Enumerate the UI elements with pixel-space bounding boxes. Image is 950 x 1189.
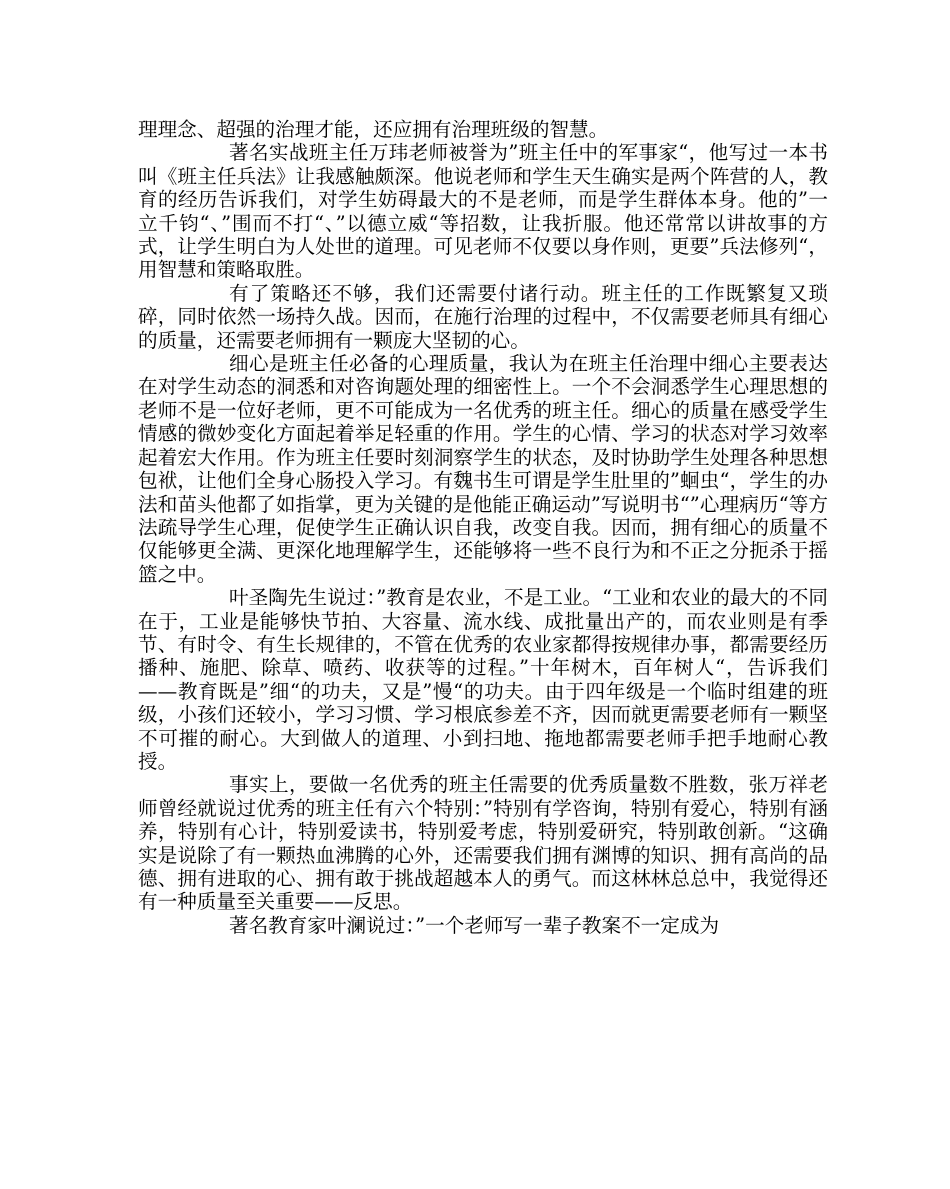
paragraph-6: 事实上，要做一名优秀的班主任需要的优秀质量数不胜数，张万祥老师曾经就说过优秀的班主任有六个特别：”特别有学咨询，特别有爱心，特别有涵养，特别有心计，特别爱读书，特别爱考虑，特别爱研究，特别敢创新。“这确实是说除了有一颗热血沸腾的心外，还需要我们拥有渊博的知识、拥有高尚的品德、拥有进取的心、拥有敢于挑战超越本人的勇气。而这林林总总中，我觉得还有一种质量至关重要——反思。 bbox=[138, 773, 828, 914]
document-body bbox=[138, 118, 828, 937]
paragraph-3: 有了策略还不够，我们还需要付诸行动。班主任的工作既繁复又琐碎，同时依然一场持久战。因而，在施行治理的过程中，不仅需要老师具有细心的质量，还需要老师拥有一颗庞大坚韧的心。 bbox=[138, 281, 828, 352]
paragraph-1: 理理念、超强的治理才能，还应拥有治理班级的智慧。 bbox=[138, 118, 609, 141]
paragraph-5: 叶圣陶先生说过：”教育是农业，不是工业。“工业和农业的最大的不同在于，工业是能够快节拍、大容量、流水线、成批量出产的，而农业则是有季节、有时令、有生长规律的，不管在优秀的农业家都得按规律办事，都需要经历播种、施肥、除草、喷药、收获等的过程。”十年树木，百年树人“，告诉我们——教育既是”细“的功夫，又是”慢“的功夫。由于四年级是一个临时组建的班级，小孩们还较小，学习习惯、学习根底参差不齐，因而就更需要老师有一颗坚不可摧的耐心。大到做人的道理、小到扫地、拖地都需要老师手把手地耐心教授。 bbox=[138, 586, 828, 773]
paragraph-4: 细心是班主任必备的心理质量，我认为在班主任治理中细心主要表达在对学生动态的洞悉和对咨询题处理的细密性上。一个不会洞悉学生心理思想的老师不是一位好老师，更不可能成为一名优秀的班主任。细心的质量在感受学生情感的微妙变化方面起着举足轻重的作用。学生的心情、学习的状态对学习效率起着宏大作用。作为班主任要时刻洞察学生的状态，及时协助学生处理各种思想包袱，让他们全身心肠投入学习。有魏书生可谓是学生肚里的”蛔虫“，学生的办法和苗头他都了如指掌，更为关键的是他能正确运动”写说明书“”心理病历“等方法疏导学生心理，促使学生正确认识自我，改变自我。因而，拥有细心的质量不仅能够更全满、更深化地理解学生，还能够将一些不良行为和不正之分扼杀于摇篮之中。 bbox=[138, 352, 828, 586]
paragraph-2: 著名实战班主任万玮老师被誉为”班主任中的军事家“，他写过一本书叫《班主任兵法》让我感触颇深。他说老师和学生天生确实是两个阵营的人，教育的经历告诉我们，对学生妨碍最大的不是老师，而是学生群体本身。他的”一立千钧“、”围而不打“、”以德立威“等招数，让我折服。他还常常以讲故事的方式，让学生明白为人处世的道理。可见老师不仅要以身作则，更要”兵法修列“，用智慧和策略取胜。 bbox=[138, 141, 828, 282]
paragraph-7: 著名教育家叶澜说过：”一个老师写一辈子教案不一定成为 bbox=[229, 913, 720, 937]
